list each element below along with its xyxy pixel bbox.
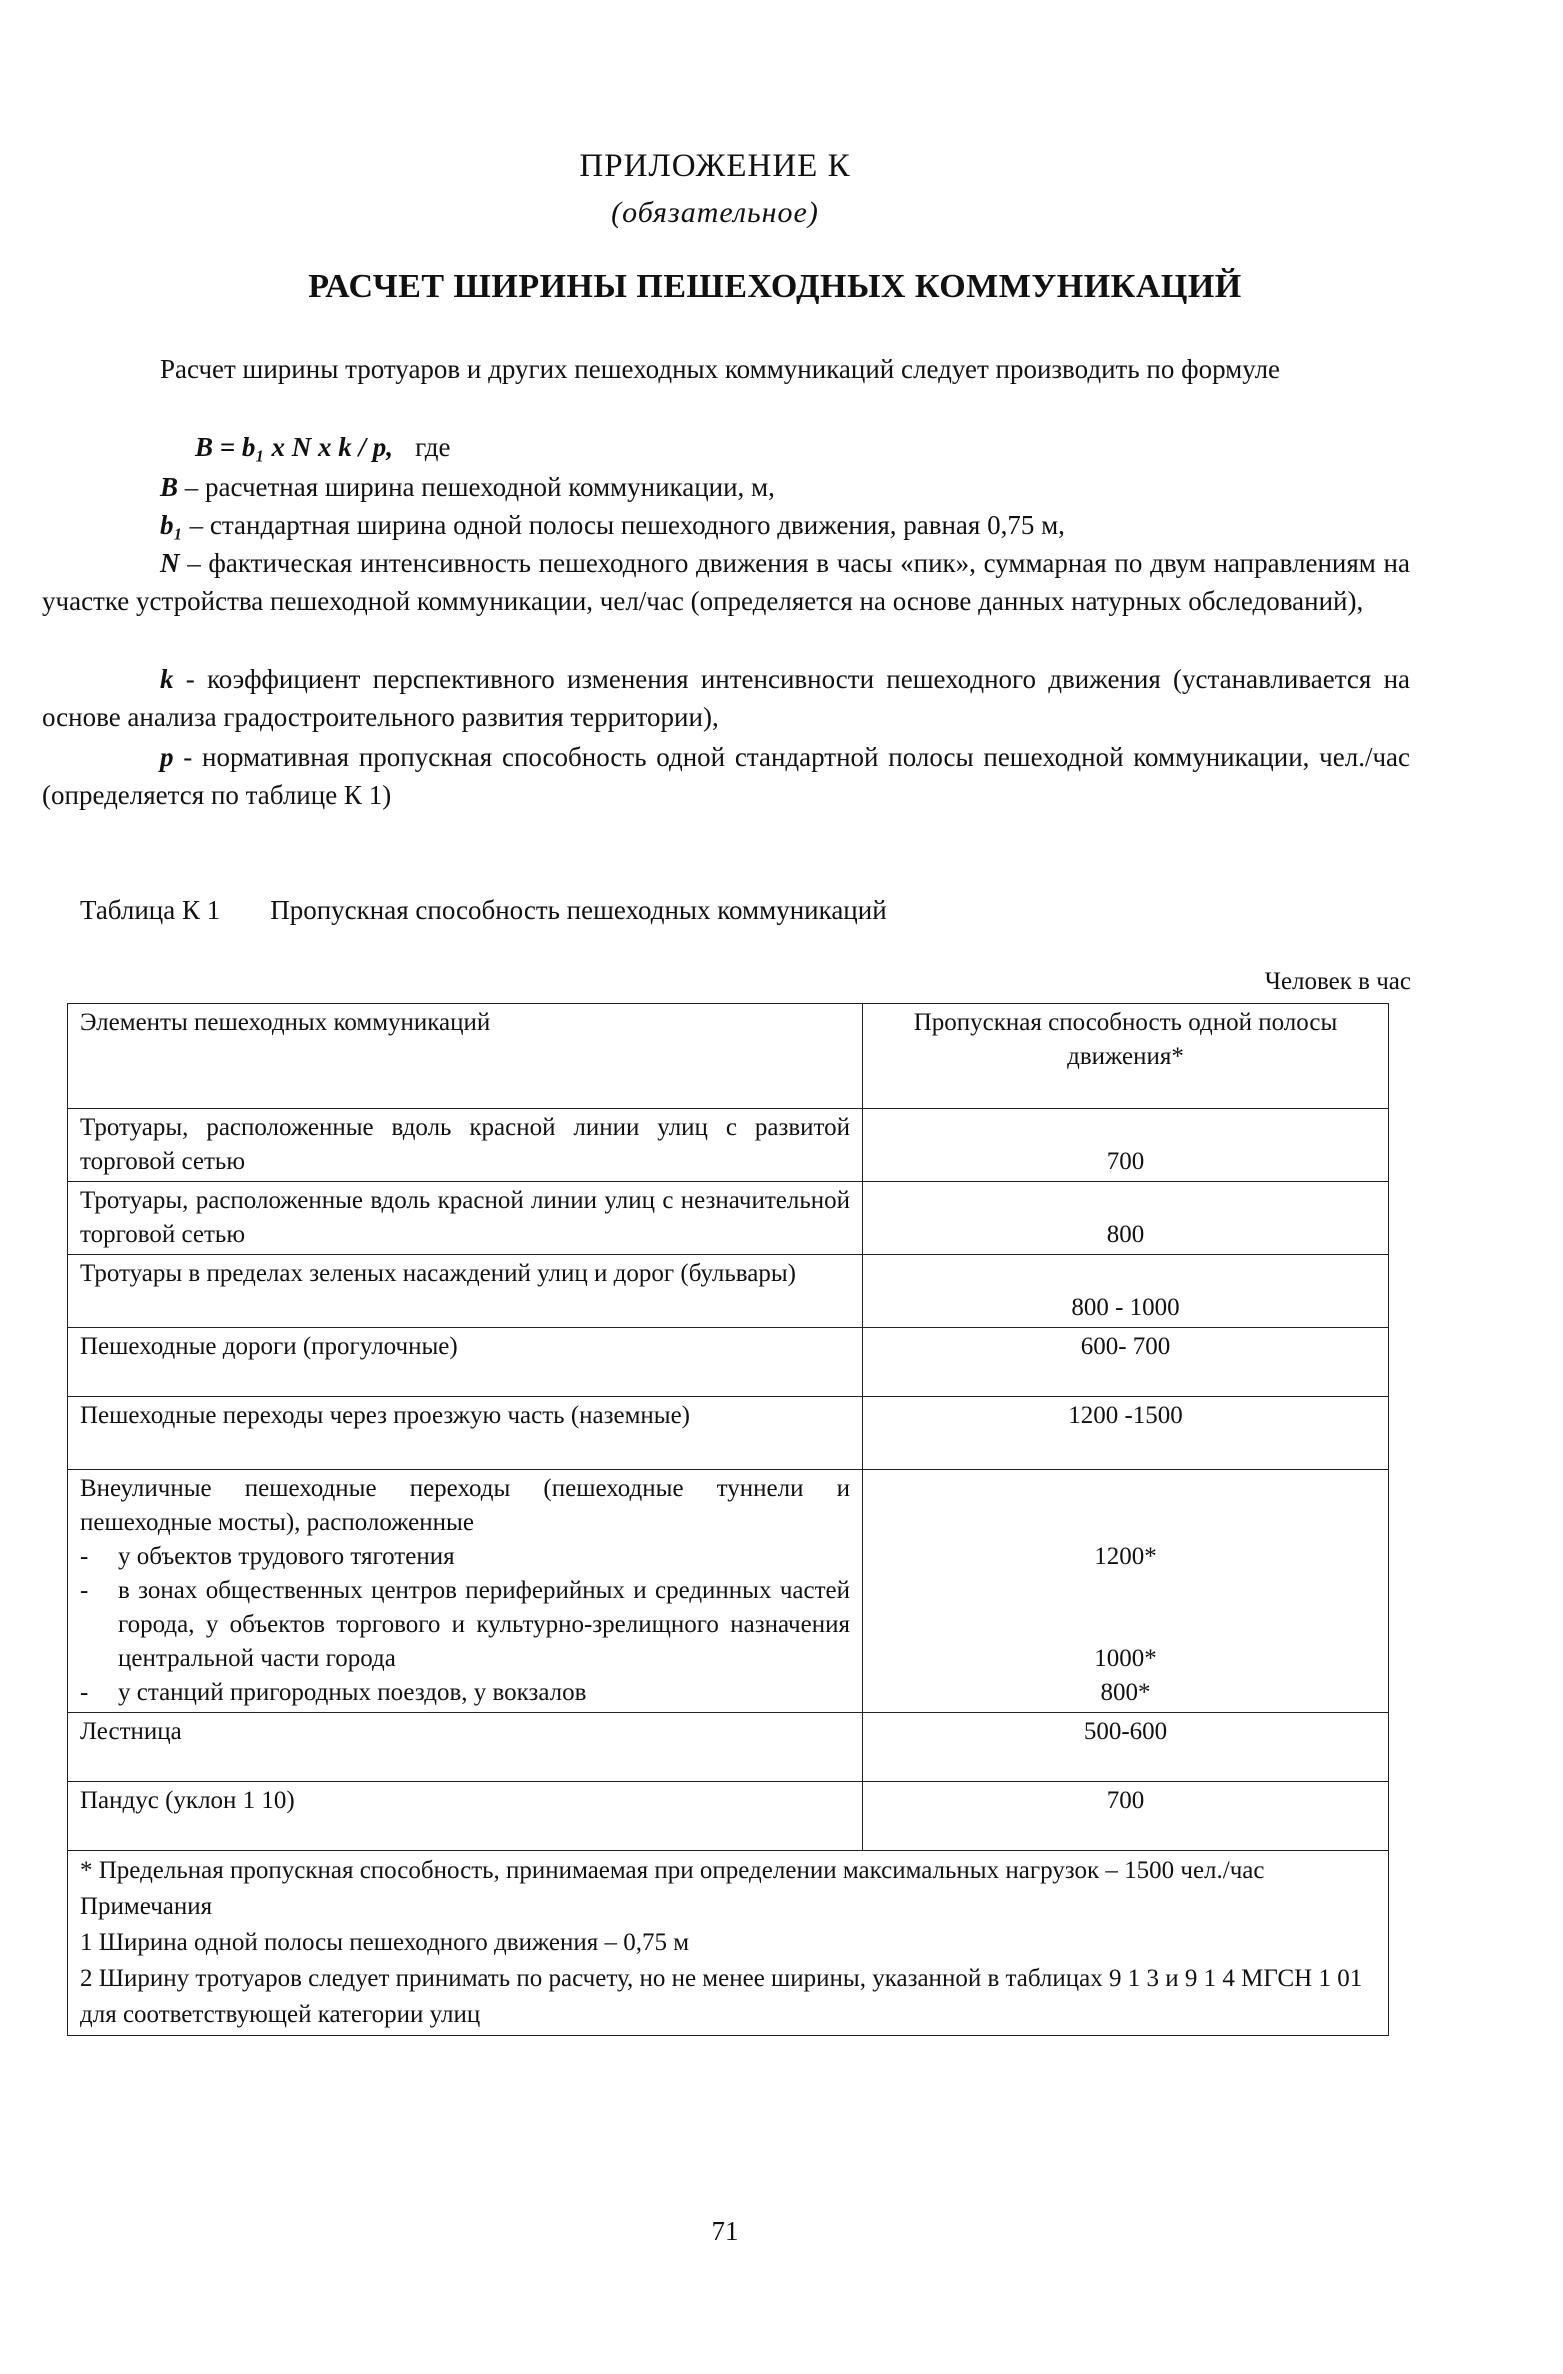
row-value-text: 800 - 1000 bbox=[1071, 1294, 1180, 1321]
definition-text: - коэффициент перспективного изменения интенсивности пешеходного движения (устанавливается на основе анализа градостроительного развития территории), bbox=[42, 664, 1410, 732]
row-element: Пешеходные дороги (прогулочные) bbox=[68, 1328, 863, 1397]
capacity-table bbox=[67, 1003, 1389, 2036]
table-notes-row bbox=[68, 1851, 1389, 2036]
underpass-values bbox=[863, 1470, 1389, 1713]
table-row bbox=[68, 1182, 1389, 1255]
page-number: 71 bbox=[711, 2216, 739, 2246]
definition-symbol: b₁ bbox=[160, 510, 183, 540]
underpass-value: 1000* bbox=[1094, 1645, 1157, 1672]
definition-text: – стандартная ширина одной полосы пешеходного движения, равная 0,75 м, bbox=[182, 510, 1065, 540]
table-row bbox=[68, 1397, 1389, 1470]
appendix-status: (обязательное) bbox=[611, 196, 819, 229]
row-element: Пандус (уклон 1 10) bbox=[68, 1782, 863, 1851]
underpass-item: - у объектов трудового тяготения bbox=[80, 1543, 455, 1570]
table-caption bbox=[80, 895, 887, 926]
row-element: Тротуары, расположенные вдоль красной линии улиц с незначительной торговой сетью bbox=[68, 1182, 863, 1255]
definition-symbol: B bbox=[160, 472, 179, 502]
row-value: 600- 700 bbox=[863, 1328, 1389, 1397]
row-value: 700 bbox=[863, 1782, 1389, 1851]
definition-symbol: N bbox=[160, 548, 180, 578]
definition-b1 bbox=[42, 506, 1410, 544]
row-element: Пешеходные переходы через проезжую часть (наземные) bbox=[68, 1397, 863, 1470]
row-value-text: 800 bbox=[1106, 1221, 1145, 1248]
underpass-item: - у станций пригородных поездов, у вокзалов bbox=[80, 1679, 587, 1706]
intro-paragraph: Расчет ширины тротуаров и других пешеходных коммуникаций следует производить по формуле bbox=[160, 354, 1281, 384]
page-title: РАСЧЕТ ШИРИНЫ ПЕШЕХОДНЫХ КОММУНИКАЦИЙ bbox=[308, 268, 1242, 305]
underpass-item-text: у объектов трудового тяготения bbox=[118, 1543, 455, 1570]
row-value bbox=[863, 1182, 1389, 1255]
definition-symbol: k bbox=[160, 664, 174, 694]
underpass-item: - в зонах общественных центров периферийных и срединных частей города, у объектов торгового и культурно-зрелищного назначения центральной части города bbox=[80, 1577, 850, 1672]
row-value bbox=[863, 1109, 1389, 1182]
table-row bbox=[68, 1255, 1389, 1328]
definition-b bbox=[42, 468, 1410, 506]
row-element: Лестница bbox=[68, 1713, 863, 1782]
notes-title: Примечания bbox=[80, 1893, 213, 1920]
table-title: Пропускная способность пешеходных коммуникаций bbox=[270, 895, 887, 925]
underpass-value: 1200* bbox=[1094, 1543, 1157, 1570]
table-header-row bbox=[68, 1004, 1389, 1109]
definition-p bbox=[42, 738, 1410, 814]
note-item: 2 Ширину тротуаров следует принимать по расчету, но не менее ширины, указанной в таблицах 9 1 3 и 9 1 4 МГСН 1 01 для соответствующей категории улиц bbox=[80, 1965, 1363, 2028]
table-row-underpass bbox=[68, 1470, 1389, 1713]
table-notes bbox=[68, 1851, 1389, 2036]
definition-k bbox=[42, 660, 1410, 736]
row-value: 1200 -1500 bbox=[863, 1397, 1389, 1470]
underpass-cell bbox=[68, 1470, 863, 1713]
underpass-value: 800* bbox=[1100, 1679, 1151, 1706]
definition-symbol: p bbox=[160, 742, 174, 772]
row-value: 500-600 bbox=[863, 1713, 1389, 1782]
underpass-title: Внеуличные пешеходные переходы (пешеходные туннели и пешеходные мосты), расположенные bbox=[80, 1475, 850, 1536]
formula-where: где bbox=[415, 432, 451, 462]
row-element: Тротуары в пределах зеленых насаждений улиц и дорог (бульвары) bbox=[68, 1255, 863, 1328]
table-row bbox=[68, 1328, 1389, 1397]
table-units: Человек в час bbox=[1264, 968, 1411, 995]
definition-text: – расчетная ширина пешеходной коммуникации, м, bbox=[178, 472, 775, 502]
definition-text: - нормативная пропускная способность одной стандартной полосы пешеходной коммуникации, чел./час (определяется по таблице К 1) bbox=[42, 742, 1410, 810]
column-header-elements: Элементы пешеходных коммуникаций bbox=[68, 1004, 863, 1109]
table-row bbox=[68, 1109, 1389, 1182]
table-number: Таблица К 1 bbox=[80, 895, 221, 925]
underpass-item-text: у станций пригородных поездов, у вокзалов bbox=[118, 1679, 587, 1706]
appendix-title: ПРИЛОЖЕНИЕ К bbox=[579, 148, 851, 184]
table-footnote: * Предельная пропускная способность, принимаемая при определении максимальных нагрузок – 1500 чел./час bbox=[80, 1857, 1265, 1884]
formula bbox=[195, 428, 451, 466]
underpass-item-text: в зонах общественных центров периферийных и срединных частей города, у объектов торгового и культурно-зрелищного назначения центральной части города bbox=[118, 1577, 850, 1672]
formula-expression: B = b₁ x N x k / p, bbox=[195, 432, 394, 462]
row-value-text: 700 bbox=[1106, 1148, 1145, 1175]
column-header-capacity: Пропускная способность одной полосы движения* bbox=[863, 1004, 1389, 1109]
definition-n bbox=[42, 544, 1410, 620]
table-row bbox=[68, 1782, 1389, 1851]
definition-text: – фактическая интенсивность пешеходного движения в часы «пик», суммарная по двум направлениям на участке устройства пешеходной коммуникации, чел/час (определяется на основе данных натурных обследований), bbox=[42, 548, 1410, 616]
row-element: Тротуары, расположенные вдоль красной линии улиц с развитой торговой сетью bbox=[68, 1109, 863, 1182]
table-row bbox=[68, 1713, 1389, 1782]
note-item: 1 Ширина одной полосы пешеходного движения – 0,75 м bbox=[80, 1929, 690, 1956]
row-value bbox=[863, 1255, 1389, 1328]
